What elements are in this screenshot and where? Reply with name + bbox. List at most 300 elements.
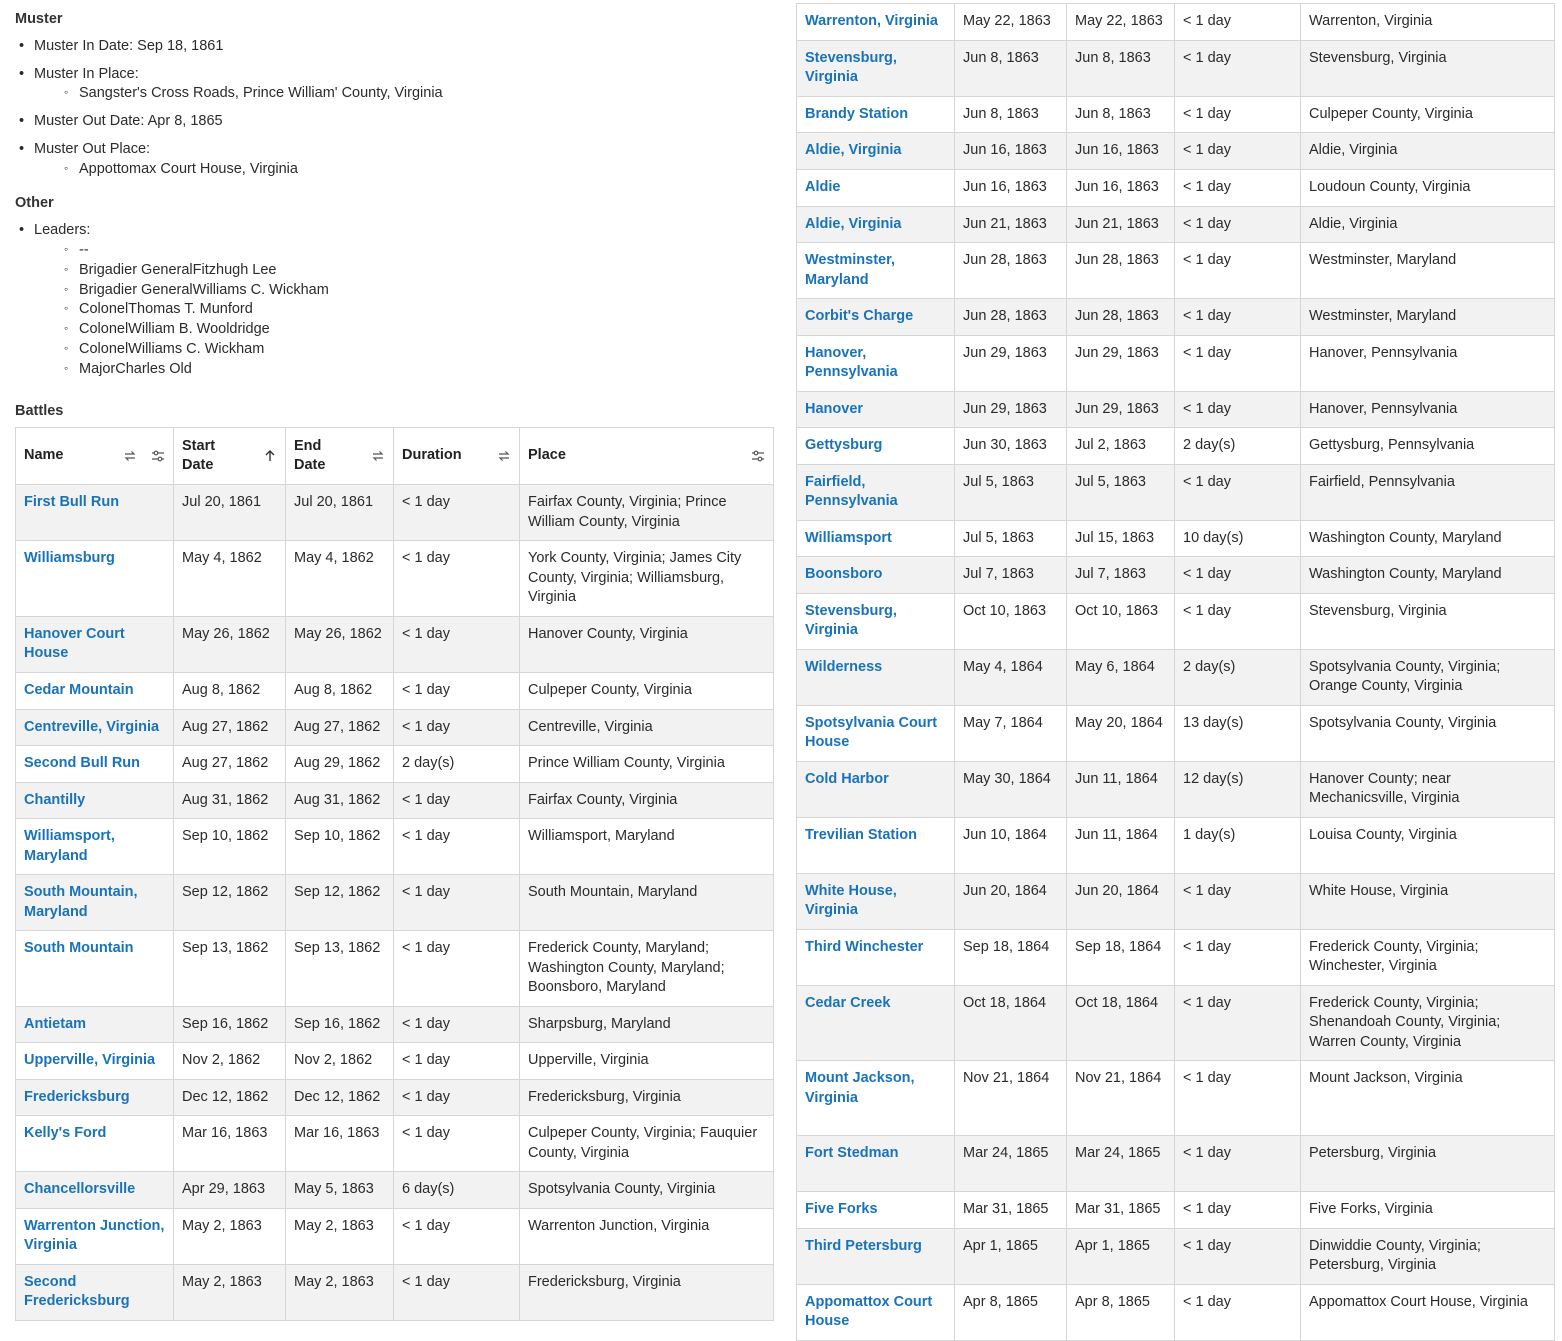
cell-name <box>797 391 955 428</box>
cell-start-date: Dec 12, 1862 <box>174 1079 286 1116</box>
cell-start-date: Jun 28, 1863 <box>955 243 1067 299</box>
cell-duration: < 1 day <box>394 782 520 819</box>
table-row <box>797 649 1555 705</box>
battle-link[interactable]: South Mountain, Maryland <box>24 884 138 920</box>
cell-start-date: Apr 1, 1865 <box>955 1228 1067 1284</box>
cell-name <box>797 96 955 133</box>
table-row <box>797 4 1555 41</box>
table-row <box>797 170 1555 207</box>
table-row <box>16 931 774 1007</box>
battle-link[interactable]: Gettysburg <box>805 437 883 453</box>
cell-start-date: Mar 31, 1865 <box>955 1192 1067 1229</box>
cell-name <box>797 133 955 170</box>
battle-link[interactable]: First Bull Run <box>24 494 120 510</box>
battle-link[interactable]: Five Forks <box>805 1201 878 1217</box>
cell-place: Hanover County; near Mechanicsville, Virginia <box>1301 761 1555 817</box>
cell-place: Dinwiddie County, Virginia; Petersburg, Virginia <box>1301 1228 1555 1284</box>
muster-out-place: ◦ Appottomax Court House, Virginia <box>79 161 298 177</box>
cell-duration: 10 day(s) <box>1175 520 1301 557</box>
cell-start-date: Jun 30, 1863 <box>955 428 1067 465</box>
cell-name <box>797 170 955 207</box>
cell-end-date: Aug 31, 1862 <box>286 782 394 819</box>
cell-place: Aldie, Virginia <box>1301 206 1555 243</box>
muster-out-date: • Muster Out Date: Apr 8, 1865 <box>34 113 223 129</box>
battle-link[interactable]: Hanover Court House <box>24 625 125 661</box>
cell-start-date: May 4, 1862 <box>174 541 286 617</box>
cell-end-date: Jun 21, 1863 <box>1067 206 1175 243</box>
cell-duration: 2 day(s) <box>394 746 520 783</box>
battle-link[interactable]: Second Fredericksburg <box>24 1273 130 1309</box>
cell-end-date: Apr 1, 1865 <box>1067 1228 1175 1284</box>
cell-start-date: Jun 8, 1863 <box>955 40 1067 96</box>
cell-end-date: Sep 12, 1862 <box>286 875 394 931</box>
cell-place: Gettysburg, Pennsylvania <box>1301 428 1555 465</box>
table-row <box>797 929 1555 985</box>
cell-place: Stevensburg, Virginia <box>1301 593 1555 649</box>
cell-duration: 12 day(s) <box>1175 761 1301 817</box>
battle-link[interactable]: Wilderness <box>805 658 883 675</box>
cell-name <box>16 1043 174 1080</box>
cell-place: Spotsylvania County, Virginia; Orange County, Virginia <box>1301 649 1555 705</box>
table-row <box>16 709 774 746</box>
cell-duration: < 1 day <box>394 1116 520 1172</box>
cell-place: Centreville, Virginia <box>520 709 774 746</box>
cell-duration: < 1 day <box>1175 1061 1301 1136</box>
cell-end-date: Jun 28, 1863 <box>1067 243 1175 299</box>
column-header-end-date[interactable] <box>286 428 394 485</box>
cell-duration: < 1 day <box>1175 299 1301 336</box>
cell-name <box>16 1006 174 1043</box>
cell-name <box>797 243 955 299</box>
cell-end-date: Apr 8, 1865 <box>1067 1284 1175 1340</box>
cell-place: Fairfield, Pennsylvania <box>1301 464 1555 520</box>
cell-name <box>797 464 955 520</box>
cell-duration: < 1 day <box>1175 243 1301 299</box>
cell-name <box>16 616 174 672</box>
battle-link[interactable]: Williamsport <box>805 529 892 546</box>
leaders-label: • Leaders: <box>34 222 90 238</box>
cell-duration: < 1 day <box>1175 40 1301 96</box>
muster-in-date: • Muster In Date: Sep 18, 1861 <box>34 38 223 54</box>
cell-duration: < 1 day <box>1175 335 1301 391</box>
cell-place: Washington County, Maryland <box>1301 520 1555 557</box>
table-row <box>16 875 774 931</box>
cell-name <box>16 485 174 541</box>
cell-duration: < 1 day <box>1175 206 1301 243</box>
cell-start-date: Mar 16, 1863 <box>174 1116 286 1172</box>
cell-duration: < 1 day <box>394 931 520 1007</box>
leader-item: ◦ Brigadier GeneralFitzhugh Lee <box>79 262 276 278</box>
battle-link[interactable]: Chancellorsville <box>24 1181 136 1197</box>
cell-end-date: Jun 29, 1863 <box>1067 391 1175 428</box>
cell-duration: < 1 day <box>1175 1228 1301 1284</box>
cell-place: Spotsylvania County, Virginia <box>520 1172 774 1209</box>
cell-end-date: Nov 21, 1864 <box>1067 1061 1175 1136</box>
cell-name <box>797 1061 955 1136</box>
cell-start-date: Aug 8, 1862 <box>174 672 286 709</box>
cell-end-date: May 2, 1863 <box>286 1208 394 1264</box>
cell-end-date: Jun 11, 1864 <box>1067 817 1175 873</box>
sort-toggle-icon[interactable] <box>123 449 137 463</box>
table-row <box>797 391 1555 428</box>
battle-link[interactable]: Aldie, Virginia <box>805 142 902 158</box>
muster-in-place: ◦ Sangster's Cross Roads, Prince William' County, Virginia <box>79 85 443 101</box>
cell-place: Fredericksburg, Virginia <box>520 1264 774 1320</box>
battle-link[interactable]: Williamsport, Maryland <box>24 828 115 864</box>
filter-icon[interactable] <box>151 449 165 463</box>
battle-link[interactable]: Spotsylvania Court House <box>805 714 938 750</box>
cell-duration: < 1 day <box>394 1264 520 1320</box>
cell-duration: < 1 day <box>1175 170 1301 207</box>
column-place-label: Place <box>528 447 566 464</box>
cell-start-date: Jun 28, 1863 <box>955 299 1067 336</box>
cell-start-date: May 7, 1864 <box>955 705 1067 761</box>
table-row <box>797 133 1555 170</box>
cell-name <box>16 541 174 617</box>
cell-start-date: Jun 10, 1864 <box>955 817 1067 873</box>
cell-end-date: May 6, 1864 <box>1067 649 1175 705</box>
leader-item: ◦ MajorCharles Old <box>79 361 192 377</box>
cell-place: Fairfax County, Virginia; Prince William County, Virginia <box>520 485 774 541</box>
cell-end-date: Sep 16, 1862 <box>286 1006 394 1043</box>
cell-end-date: Jul 5, 1863 <box>1067 464 1175 520</box>
cell-place: Westminster, Maryland <box>1301 299 1555 336</box>
cell-end-date: Jun 11, 1864 <box>1067 761 1175 817</box>
cell-name <box>797 428 955 465</box>
sort-ascending-icon[interactable] <box>263 449 277 463</box>
cell-duration: < 1 day <box>1175 96 1301 133</box>
cell-place: White House, Virginia <box>1301 873 1555 929</box>
cell-duration: < 1 day <box>1175 1136 1301 1192</box>
cell-end-date: Jul 20, 1861 <box>286 485 394 541</box>
battle-link[interactable]: Trevilian Station <box>805 826 917 843</box>
cell-name <box>797 593 955 649</box>
cell-end-date: May 5, 1863 <box>286 1172 394 1209</box>
battles-heading: Battles <box>15 403 64 419</box>
cell-duration: < 1 day <box>394 1208 520 1264</box>
cell-duration: 2 day(s) <box>1175 428 1301 465</box>
cell-place: Fredericksburg, Virginia <box>520 1079 774 1116</box>
cell-place: Hanover, Pennsylvania <box>1301 391 1555 428</box>
cell-duration: < 1 day <box>394 485 520 541</box>
sort-toggle-icon[interactable] <box>497 449 511 463</box>
battle-link[interactable]: Williamsburg <box>24 550 115 566</box>
cell-start-date: Jul 7, 1863 <box>955 557 1067 594</box>
cell-duration: 1 day(s) <box>1175 817 1301 873</box>
cell-name <box>797 705 955 761</box>
cell-end-date: Oct 10, 1863 <box>1067 593 1175 649</box>
battle-link[interactable]: Appomattox Court House <box>805 1293 933 1329</box>
table-row <box>797 761 1555 817</box>
sort-toggle-icon[interactable] <box>371 449 385 463</box>
cell-place: Petersburg, Virginia <box>1301 1136 1555 1192</box>
cell-start-date: Jun 21, 1863 <box>955 206 1067 243</box>
cell-end-date: Mar 31, 1865 <box>1067 1192 1175 1229</box>
battle-link[interactable]: Cedar Creek <box>805 994 891 1011</box>
cell-start-date: May 30, 1864 <box>955 761 1067 817</box>
battle-link[interactable]: Corbit's Charge <box>805 308 914 324</box>
cell-place: Washington County, Maryland <box>1301 557 1555 594</box>
cell-name <box>16 819 174 875</box>
cell-duration: < 1 day <box>1175 1192 1301 1229</box>
table-row <box>16 1116 774 1172</box>
table-row <box>797 428 1555 465</box>
cell-end-date: Dec 12, 1862 <box>286 1079 394 1116</box>
cell-place: Culpeper County, Virginia <box>520 672 774 709</box>
cell-start-date: Apr 8, 1865 <box>955 1284 1067 1340</box>
cell-duration: < 1 day <box>394 541 520 617</box>
filter-icon[interactable] <box>751 449 765 463</box>
column-header-place[interactable] <box>520 428 774 485</box>
cell-end-date: Aug 29, 1862 <box>286 746 394 783</box>
table-row <box>16 1006 774 1043</box>
battle-link[interactable]: Warrenton Junction, Virginia <box>24 1217 165 1253</box>
cell-place: Warrenton Junction, Virginia <box>520 1208 774 1264</box>
cell-end-date: Mar 16, 1863 <box>286 1116 394 1172</box>
cell-duration: < 1 day <box>1175 4 1301 41</box>
table-row <box>16 819 774 875</box>
cell-duration: 13 day(s) <box>1175 705 1301 761</box>
cell-name <box>797 520 955 557</box>
leader-item: ◦ -- <box>79 242 89 258</box>
cell-place: Prince William County, Virginia <box>520 746 774 783</box>
cell-place: Culpeper County, Virginia <box>1301 96 1555 133</box>
battle-link[interactable]: Hanover <box>805 400 864 417</box>
battle-link[interactable]: White House, Virginia <box>805 882 897 918</box>
cell-duration: < 1 day <box>394 672 520 709</box>
cell-duration: < 1 day <box>394 1079 520 1116</box>
table-row <box>797 464 1555 520</box>
table-row <box>797 299 1555 336</box>
battle-link[interactable]: Cedar Mountain <box>24 681 134 698</box>
cell-place: Warrenton, Virginia <box>1301 4 1555 41</box>
battle-link[interactable]: Kelly's Ford <box>24 1125 107 1141</box>
cell-name <box>797 1192 955 1229</box>
column-name-label: Name <box>24 447 64 464</box>
cell-place: South Mountain, Maryland <box>520 875 774 931</box>
battle-link[interactable]: Cold Harbor <box>805 770 889 787</box>
cell-duration: < 1 day <box>1175 873 1301 929</box>
cell-place: Williamsport, Maryland <box>520 819 774 875</box>
cell-end-date: May 4, 1862 <box>286 541 394 617</box>
battle-link[interactable]: Antietam <box>24 1015 87 1032</box>
cell-name <box>797 985 955 1061</box>
table-row <box>16 1208 774 1264</box>
cell-end-date: Aug 27, 1862 <box>286 709 394 746</box>
battle-link[interactable]: Westminster, Maryland <box>805 252 895 288</box>
cell-duration: < 1 day <box>1175 593 1301 649</box>
cell-duration: 6 day(s) <box>394 1172 520 1209</box>
cell-start-date: May 22, 1863 <box>955 4 1067 41</box>
cell-end-date: Jun 8, 1863 <box>1067 40 1175 96</box>
battle-link[interactable]: Fairfield, Pennsylvania <box>805 473 898 509</box>
cell-end-date: Aug 8, 1862 <box>286 672 394 709</box>
column-header-duration[interactable] <box>394 428 520 485</box>
cell-name <box>797 817 955 873</box>
cell-name <box>16 1208 174 1264</box>
battle-link[interactable]: Fort Stedman <box>805 1145 899 1161</box>
table-row <box>797 40 1555 96</box>
cell-end-date: Jun 16, 1863 <box>1067 170 1175 207</box>
cell-end-date: Jun 8, 1863 <box>1067 96 1175 133</box>
cell-place: Culpeper County, Virginia; Fauquier County, Virginia <box>520 1116 774 1172</box>
table-row <box>797 985 1555 1061</box>
cell-name <box>797 929 955 985</box>
battle-link[interactable]: Aldie, Virginia <box>805 215 902 232</box>
cell-duration: < 1 day <box>1175 929 1301 985</box>
cell-place: Stevensburg, Virginia <box>1301 40 1555 96</box>
cell-end-date: Sep 10, 1862 <box>286 819 394 875</box>
table-row <box>797 593 1555 649</box>
cell-end-date: Jun 28, 1863 <box>1067 299 1175 336</box>
column-start-label: Start Date <box>182 437 216 473</box>
table-row <box>797 1061 1555 1136</box>
cell-name <box>797 557 955 594</box>
cell-name <box>797 1284 955 1340</box>
cell-place: Mount Jackson, Virginia <box>1301 1061 1555 1136</box>
cell-duration: < 1 day <box>1175 985 1301 1061</box>
cell-place: Sharpsburg, Maryland <box>520 1006 774 1043</box>
cell-name <box>16 672 174 709</box>
cell-start-date: May 4, 1864 <box>955 649 1067 705</box>
cell-start-date: Nov 2, 1862 <box>174 1043 286 1080</box>
battle-link[interactable]: Stevensburg, Virginia <box>805 602 897 638</box>
leader-item: ◦ ColonelWilliams C. Wickham <box>79 341 264 357</box>
cell-place: Upperville, Virginia <box>520 1043 774 1080</box>
table-row <box>797 96 1555 133</box>
battle-link[interactable]: Mount Jackson, Virginia <box>805 1070 915 1106</box>
cell-start-date: Sep 12, 1862 <box>174 875 286 931</box>
cell-end-date: Mar 24, 1865 <box>1067 1136 1175 1192</box>
battle-link[interactable]: South Mountain <box>24 940 134 956</box>
cell-start-date: Jun 8, 1863 <box>955 96 1067 133</box>
muster-heading: Muster <box>15 11 63 27</box>
cell-name <box>16 1172 174 1209</box>
cell-start-date: Aug 31, 1862 <box>174 782 286 819</box>
cell-start-date: May 2, 1863 <box>174 1208 286 1264</box>
cell-start-date: Oct 18, 1864 <box>955 985 1067 1061</box>
battle-link[interactable]: Hanover, Pennsylvania <box>805 344 898 380</box>
battle-link[interactable]: Brandy Station <box>805 105 909 122</box>
table-row <box>16 541 774 617</box>
table-row <box>16 672 774 709</box>
cell-place: Hanover County, Virginia <box>520 616 774 672</box>
cell-duration: < 1 day <box>394 875 520 931</box>
battle-link[interactable]: Fredericksburg <box>24 1088 130 1105</box>
cell-end-date: May 20, 1864 <box>1067 705 1175 761</box>
cell-name <box>16 931 174 1007</box>
cell-place: Spotsylvania County, Virginia <box>1301 705 1555 761</box>
battle-link[interactable]: Third Winchester <box>805 938 924 955</box>
table-row <box>16 1172 774 1209</box>
column-header-name[interactable] <box>16 428 174 485</box>
table-row <box>797 557 1555 594</box>
battle-link[interactable]: Upperville, Virginia <box>24 1052 156 1068</box>
cell-place: Frederick County, Maryland; Washington County, Maryland; Boonsboro, Maryland <box>520 931 774 1007</box>
table-row <box>797 1284 1555 1340</box>
table-row <box>16 746 774 783</box>
cell-name <box>797 206 955 243</box>
cell-place: Loudoun County, Virginia <box>1301 170 1555 207</box>
table-row <box>797 873 1555 929</box>
battles-table <box>15 427 774 1321</box>
cell-end-date: Jun 16, 1863 <box>1067 133 1175 170</box>
cell-start-date: Sep 10, 1862 <box>174 819 286 875</box>
cell-end-date: Jul 15, 1863 <box>1067 520 1175 557</box>
table-row <box>16 1043 774 1080</box>
table-row <box>797 1228 1555 1284</box>
cell-duration: < 1 day <box>1175 464 1301 520</box>
table-row <box>16 782 774 819</box>
cell-start-date: Jul 5, 1863 <box>955 520 1067 557</box>
cell-end-date: Oct 18, 1864 <box>1067 985 1175 1061</box>
cell-duration: < 1 day <box>1175 133 1301 170</box>
cell-name <box>797 761 955 817</box>
cell-name <box>16 782 174 819</box>
leader-item: ◦ ColonelWilliam B. Wooldridge <box>79 321 270 337</box>
cell-place: Hanover, Pennsylvania <box>1301 335 1555 391</box>
cell-start-date: May 26, 1862 <box>174 616 286 672</box>
table-row <box>797 817 1555 873</box>
cell-end-date: Jun 29, 1863 <box>1067 335 1175 391</box>
cell-name <box>797 4 955 41</box>
cell-place: Appomattox Court House, Virginia <box>1301 1284 1555 1340</box>
battle-link[interactable]: Third Petersburg <box>805 1237 922 1254</box>
battle-link[interactable]: Aldie <box>805 179 841 195</box>
battle-link[interactable]: Centreville, Virginia <box>24 718 160 735</box>
cell-start-date: May 2, 1863 <box>174 1264 286 1320</box>
cell-start-date: Jun 16, 1863 <box>955 133 1067 170</box>
battle-link[interactable]: Stevensburg, Virginia <box>805 49 897 85</box>
cell-place: Fairfax County, Virginia <box>520 782 774 819</box>
cell-name <box>16 709 174 746</box>
table-row <box>16 1079 774 1116</box>
table-row <box>797 1136 1555 1192</box>
muster-out-place-label: • Muster Out Place: <box>34 141 150 157</box>
table-row <box>16 485 774 541</box>
table-row <box>797 520 1555 557</box>
cell-start-date: Nov 21, 1864 <box>955 1061 1067 1136</box>
other-heading: Other <box>15 195 54 211</box>
table-row <box>797 1192 1555 1229</box>
battle-link[interactable]: Second Bull Run <box>24 755 140 771</box>
table-row <box>16 1264 774 1320</box>
cell-end-date: Jul 7, 1863 <box>1067 557 1175 594</box>
cell-duration: < 1 day <box>394 709 520 746</box>
cell-name <box>797 873 955 929</box>
column-duration-label: Duration <box>402 447 462 464</box>
column-end-label: End Date <box>294 437 326 473</box>
cell-start-date: Mar 24, 1865 <box>955 1136 1067 1192</box>
table-row <box>797 206 1555 243</box>
cell-end-date: Jul 2, 1863 <box>1067 428 1175 465</box>
cell-name <box>16 746 174 783</box>
column-header-start-date[interactable] <box>174 428 286 485</box>
cell-end-date: Sep 13, 1862 <box>286 931 394 1007</box>
cell-name <box>16 1079 174 1116</box>
cell-place: Louisa County, Virginia <box>1301 817 1555 873</box>
muster-in-place-label: • Muster In Place: <box>34 66 139 82</box>
cell-place: Westminster, Maryland <box>1301 243 1555 299</box>
battle-link[interactable]: Boonsboro <box>805 566 883 582</box>
battle-link[interactable]: Warrenton, Virginia <box>805 13 938 29</box>
battle-link[interactable]: Chantilly <box>24 791 86 808</box>
cell-duration: < 1 day <box>1175 391 1301 428</box>
cell-start-date: Jul 5, 1863 <box>955 464 1067 520</box>
cell-place: York County, Virginia; James City County, Virginia; Williamsburg, Virginia <box>520 541 774 617</box>
cell-start-date: Jun 20, 1864 <box>955 873 1067 929</box>
cell-duration: < 1 day <box>1175 1284 1301 1340</box>
